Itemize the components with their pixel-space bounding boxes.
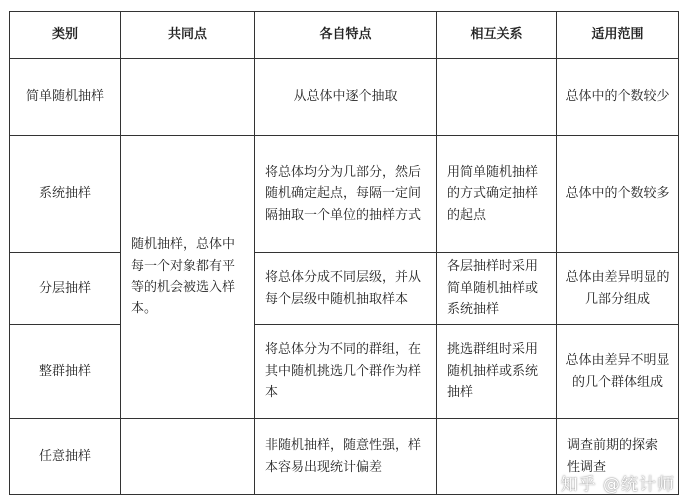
header-common: 共同点	[121, 12, 255, 59]
features-cell: 非随机抽样，随意性强，样本容易出现统计偏差	[255, 419, 437, 495]
scope-cell: 总体由差异不明显的几个群体组成	[557, 325, 679, 419]
category-cell: 任意抽样	[10, 419, 121, 495]
features-cell: 从总体中逐个抽取	[255, 59, 437, 136]
watermark: 知乎 @统计师	[560, 475, 675, 495]
relation-cell	[437, 419, 557, 495]
header-features: 各自特点	[255, 12, 437, 59]
table-row	[10, 59, 679, 136]
header-relation: 相互关系	[437, 12, 557, 59]
scope-cell: 总体中的个数较多	[557, 136, 679, 253]
table-row	[10, 253, 679, 325]
sampling-methods-table	[9, 11, 679, 495]
header-scope: 适用范围	[557, 12, 679, 59]
category-cell: 分层抽样	[10, 253, 121, 325]
features-cell: 将总体均分为几部分，然后随机确定起点，每隔一定间隔抽取一个单位的抽样方式	[255, 136, 437, 253]
category-cell: 整群抽样	[10, 325, 121, 419]
scope-cell: 总体中的个数较少	[557, 59, 679, 136]
header-row	[10, 12, 679, 59]
features-cell: 将总体分成不同层级，并从每个层级中随机抽取样本	[255, 253, 437, 325]
features-cell: 将总体分为不同的群组，在其中随机挑选几个群作为样本	[255, 325, 437, 419]
relation-cell	[437, 59, 557, 136]
relation-cell: 用简单随机抽样的方式确定抽样的起点	[437, 136, 557, 253]
relation-cell: 挑选群组时采用随机抽样或系统抽样	[437, 325, 557, 419]
category-cell: 系统抽样	[10, 136, 121, 253]
relation-cell: 各层抽样时采用简单随机抽样或系统抽样	[437, 253, 557, 325]
table-row	[10, 325, 679, 419]
category-cell: 简单随机抽样	[10, 59, 121, 136]
header-category: 类别	[10, 12, 121, 59]
table-row	[10, 136, 679, 253]
scope-cell: 调查前期的探索性调查	[557, 419, 679, 495]
scope-cell: 总体由差异明显的几部分组成	[557, 253, 679, 325]
common-cell: 随机抽样，总体中每一个对象都有平等的机会被选入样本。	[121, 136, 255, 419]
